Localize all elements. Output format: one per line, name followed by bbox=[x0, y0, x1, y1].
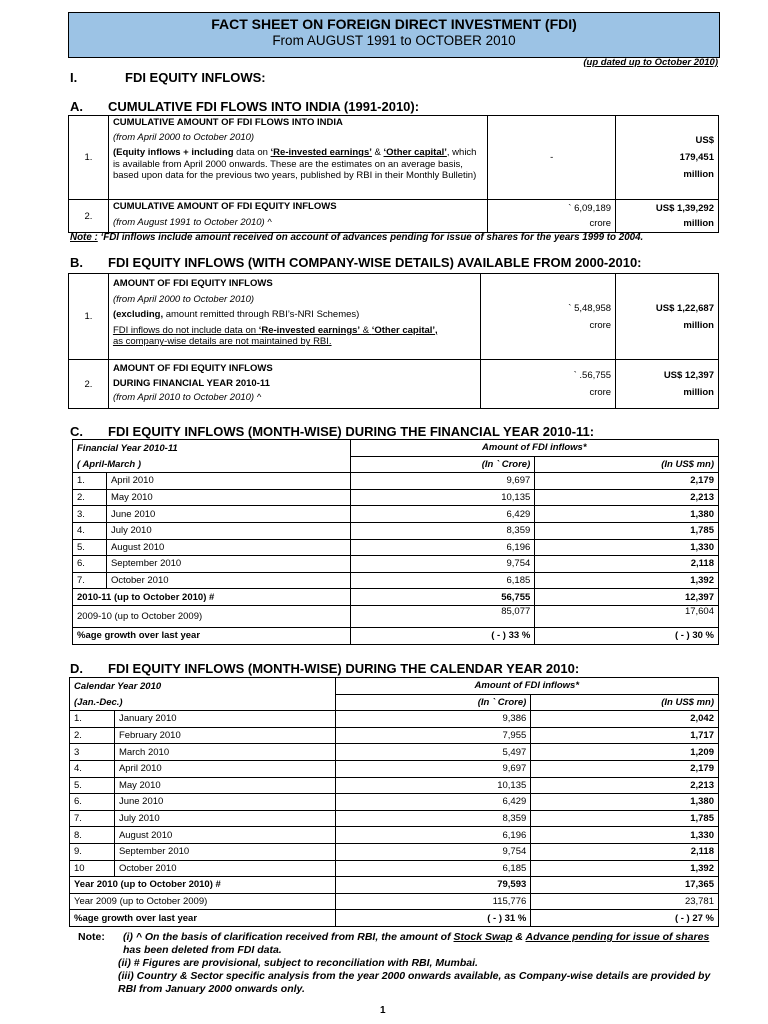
total-crore: 56,755 bbox=[350, 589, 535, 606]
row-number: 6. bbox=[70, 794, 115, 811]
crore-value: 9,697 bbox=[350, 473, 535, 490]
month-label: April 2010 bbox=[106, 473, 350, 490]
header-range: ( April-March ) bbox=[73, 456, 351, 473]
footnote-part: has been deleted from FDI data. bbox=[123, 944, 282, 956]
table-row bbox=[70, 777, 719, 794]
month-label: February 2010 bbox=[114, 727, 335, 744]
previous-label: 2009-10 (up to October 2009) bbox=[73, 605, 351, 627]
month-label: January 2010 bbox=[114, 711, 335, 728]
growth-label: %age growth over last year bbox=[73, 627, 351, 644]
month-label: May 2010 bbox=[106, 489, 350, 506]
section-a-title: CUMULATIVE FDI FLOWS INTO INDIA (1991-2010): bbox=[108, 99, 420, 114]
usd-value bbox=[616, 274, 719, 360]
table-row bbox=[70, 843, 719, 860]
section-b-title: FDI EQUITY INFLOWS (WITH COMPANY-WISE DETAILS) AVAILABLE FROM 2000-2010: bbox=[108, 255, 642, 270]
section-d-table bbox=[69, 677, 719, 927]
section-b-table bbox=[68, 273, 719, 409]
header-crore: (In ` Crore) bbox=[350, 456, 535, 473]
month-label: March 2010 bbox=[114, 744, 335, 761]
growth-crore: ( - ) 31 % bbox=[335, 910, 531, 927]
month-label: May 2010 bbox=[114, 777, 335, 794]
usd-value bbox=[616, 116, 719, 200]
usd-line: million bbox=[683, 387, 714, 398]
section-c-table bbox=[72, 439, 719, 645]
crore-value: 9,386 bbox=[335, 711, 531, 728]
table-row bbox=[69, 200, 719, 233]
section-b-letter: B. bbox=[70, 255, 83, 270]
row-description bbox=[108, 360, 480, 409]
row-number: 1. bbox=[69, 274, 109, 360]
table-header-row bbox=[70, 694, 719, 711]
row-number: 7. bbox=[73, 572, 107, 589]
note-text: ‘FDI inflows include amount received on account of advances pending for issue of shares for the years 1999 to 2004. bbox=[97, 232, 644, 243]
usd-value: 1,717 bbox=[531, 727, 719, 744]
row-heading: AMOUNT OF FDI EQUITY INFLOWS bbox=[112, 363, 273, 374]
crore-line: ` 6,09,189 bbox=[568, 203, 612, 214]
header-usd: (In US$ mn) bbox=[531, 694, 719, 711]
usd-value: 2,213 bbox=[535, 489, 719, 506]
growth-usd: ( - ) 27 % bbox=[531, 910, 719, 927]
crore-value: 6,196 bbox=[350, 539, 535, 556]
table-row bbox=[73, 572, 719, 589]
table-row bbox=[70, 711, 719, 728]
crore-value: 10,135 bbox=[335, 777, 531, 794]
table-row bbox=[73, 506, 719, 523]
section-c-letter: C. bbox=[70, 424, 83, 439]
table-row bbox=[70, 727, 719, 744]
detail-part: ‘Other capital’ bbox=[383, 147, 447, 159]
row-number: 3. bbox=[73, 506, 107, 523]
footnotes bbox=[78, 931, 718, 996]
section-a-table bbox=[68, 115, 719, 233]
table-header-row bbox=[73, 456, 719, 473]
crore-value bbox=[481, 274, 616, 360]
usd-value: 1,392 bbox=[531, 860, 719, 877]
usd-line: US$ 1,39,292 bbox=[655, 203, 714, 214]
table-header-row bbox=[73, 440, 719, 457]
usd-value: 2,179 bbox=[535, 473, 719, 490]
usd-value bbox=[616, 200, 719, 233]
section-i-heading bbox=[70, 70, 266, 85]
row-number: 7. bbox=[70, 810, 115, 827]
month-label: October 2010 bbox=[106, 572, 350, 589]
table-row-total bbox=[73, 589, 719, 606]
row-number: 1. bbox=[69, 116, 109, 200]
table-row bbox=[69, 116, 719, 200]
footnote-part: Stock Swap bbox=[453, 931, 513, 943]
row-inclusion bbox=[113, 325, 476, 337]
usd-value: 2,118 bbox=[535, 556, 719, 573]
usd-value: 1,209 bbox=[531, 744, 719, 761]
detail-part: & bbox=[371, 147, 384, 159]
table-row bbox=[73, 489, 719, 506]
previous-crore: 85,077 bbox=[350, 605, 535, 627]
footnote-3: (iii) Country & Sector specific analysis from the year 2000 onwards available, as Company-wise details are provided by RBI from January 2000 onwards only. bbox=[118, 970, 711, 995]
table-row bbox=[70, 794, 719, 811]
table-row-total bbox=[70, 877, 719, 894]
table-row-previous bbox=[70, 893, 719, 910]
crore-value bbox=[488, 200, 616, 233]
crore-value: 6,185 bbox=[350, 572, 535, 589]
usd-value: 1,392 bbox=[535, 572, 719, 589]
usd-line: million bbox=[683, 218, 714, 229]
header-usd: (In US$ mn) bbox=[535, 456, 719, 473]
usd-value: 2,042 bbox=[531, 711, 719, 728]
table-row bbox=[73, 522, 719, 539]
row-description bbox=[108, 116, 487, 200]
usd-value: 2,213 bbox=[531, 777, 719, 794]
crore-value: 6,196 bbox=[335, 827, 531, 844]
row-number: 2. bbox=[69, 200, 109, 233]
detail-part: as company-wise details are not maintained by RBI. bbox=[112, 336, 332, 348]
header-range: (Jan.-Dec.) bbox=[70, 694, 336, 711]
table-row bbox=[69, 360, 719, 409]
crore-value: 6,429 bbox=[350, 506, 535, 523]
usd-value: 1,330 bbox=[531, 827, 719, 844]
footnote-part: Advance pending for issue of shares bbox=[525, 931, 710, 943]
row-number: 4. bbox=[70, 760, 115, 777]
crore-value: 9,697 bbox=[335, 760, 531, 777]
month-label: August 2010 bbox=[114, 827, 335, 844]
row-description bbox=[108, 200, 487, 233]
usd-value: 2,118 bbox=[531, 843, 719, 860]
month-label: April 2010 bbox=[114, 760, 335, 777]
usd-value: 1,380 bbox=[535, 506, 719, 523]
row-period: (from August 1991 to October 2010) ^ bbox=[112, 216, 272, 228]
row-number: 10 bbox=[70, 860, 115, 877]
footnote-part: (i) ^ On the basis of clarification received from RBI, the amount of bbox=[123, 931, 454, 943]
month-label: June 2010 bbox=[106, 506, 350, 523]
row-number: 2. bbox=[70, 727, 115, 744]
total-usd: 12,397 bbox=[535, 589, 719, 606]
row-heading: AMOUNT OF FDI EQUITY INFLOWS bbox=[112, 278, 273, 289]
usd-line: US$ 12,397 bbox=[663, 370, 714, 381]
total-label: 2010-11 (up to October 2010) # bbox=[73, 589, 351, 606]
usd-value: 2,179 bbox=[531, 760, 719, 777]
detail-part: (excluding, bbox=[112, 309, 164, 321]
crore-line: crore bbox=[589, 319, 612, 331]
table-row bbox=[70, 744, 719, 761]
table-row bbox=[70, 827, 719, 844]
usd-value: 1,785 bbox=[535, 522, 719, 539]
header-period: Calendar Year 2010 bbox=[70, 678, 336, 695]
table-row bbox=[70, 860, 719, 877]
table-row bbox=[73, 473, 719, 490]
table-row bbox=[69, 274, 719, 360]
row-description bbox=[108, 274, 480, 360]
total-usd: 17,365 bbox=[531, 877, 719, 894]
crore-value: 6,429 bbox=[335, 794, 531, 811]
row-number: 3 bbox=[70, 744, 115, 761]
header-period: Financial Year 2010-11 bbox=[73, 440, 351, 457]
total-label: Year 2010 (up to October 2010) # bbox=[70, 877, 336, 894]
crore-value: 9,754 bbox=[335, 843, 531, 860]
row-period: (from April 2000 to October 2010) bbox=[112, 131, 255, 143]
document-title: FACT SHEET ON FOREIGN DIRECT INVESTMENT (FDI) bbox=[211, 16, 577, 32]
section-i-number: I. bbox=[70, 70, 78, 85]
table-row bbox=[70, 810, 719, 827]
document-subtitle: From AUGUST 1991 to OCTOBER 2010 bbox=[272, 33, 516, 48]
previous-label: Year 2009 (up to October 2009) bbox=[70, 893, 336, 910]
footnote-part: & bbox=[512, 931, 526, 943]
detail-part: amount remitted through RBI’s-NRI Schemes) bbox=[163, 309, 360, 321]
row-period: (from April 2000 to October 2010) bbox=[112, 293, 255, 305]
previous-usd: 23,781 bbox=[531, 893, 719, 910]
table-row bbox=[73, 539, 719, 556]
row-number: 1. bbox=[70, 711, 115, 728]
crore-value: 8,359 bbox=[335, 810, 531, 827]
detail-part: FDI inflows do not include data on bbox=[112, 324, 259, 336]
total-crore: 79,593 bbox=[335, 877, 531, 894]
row-heading: CUMULATIVE AMOUNT OF FDI FLOWS INTO INDIA bbox=[112, 117, 343, 128]
usd-line: million bbox=[683, 169, 714, 180]
month-label: August 2010 bbox=[106, 539, 350, 556]
crore-value: 10,135 bbox=[350, 489, 535, 506]
crore-value: 6,185 bbox=[335, 860, 531, 877]
crore-line: ` 5,48,958 bbox=[568, 302, 612, 314]
detail-part: , which is available from April 2000 onwards. These are the estimates on an average basis, based upon data for the previous two years, published by RBI in their Monthly Bulletin) bbox=[112, 147, 477, 182]
previous-usd: 17,604 bbox=[535, 605, 719, 627]
crore-value: 9,754 bbox=[350, 556, 535, 573]
row-heading: DURING FINANCIAL YEAR 2010-11 bbox=[112, 377, 270, 389]
previous-crore: 115,776 bbox=[335, 893, 531, 910]
usd-value: 1,330 bbox=[535, 539, 719, 556]
month-label: July 2010 bbox=[106, 522, 350, 539]
row-period: (from April 2010 to October 2010) ^ bbox=[112, 392, 262, 404]
title-box bbox=[68, 12, 720, 58]
detail-part: ‘Re-invested earnings’ bbox=[270, 147, 372, 159]
detail-part: & bbox=[360, 324, 372, 336]
crore-value: - bbox=[488, 116, 616, 200]
row-number: 4. bbox=[73, 522, 107, 539]
section-i-title: FDI EQUITY INFLOWS: bbox=[125, 70, 266, 85]
crore-value: 7,955 bbox=[335, 727, 531, 744]
row-number: 2. bbox=[73, 489, 107, 506]
table-row bbox=[70, 760, 719, 777]
row-number: 6. bbox=[73, 556, 107, 573]
row-number: 8. bbox=[70, 827, 115, 844]
section-d-letter: D. bbox=[70, 661, 83, 676]
crore-line: ` .56,755 bbox=[573, 370, 612, 381]
crore-value: 5,497 bbox=[335, 744, 531, 761]
table-row-growth bbox=[73, 627, 719, 644]
section-a-letter: A. bbox=[70, 99, 83, 114]
row-number: 5. bbox=[70, 777, 115, 794]
detail-part: ‘Other capital’, bbox=[371, 324, 438, 336]
table-header-row bbox=[70, 678, 719, 695]
month-label: June 2010 bbox=[114, 794, 335, 811]
detail-part: data on bbox=[233, 147, 271, 159]
month-label: September 2010 bbox=[114, 843, 335, 860]
usd-value: 1,785 bbox=[531, 810, 719, 827]
growth-crore: ( - ) 33 % bbox=[350, 627, 535, 644]
crore-value: 8,359 bbox=[350, 522, 535, 539]
detail-part: (Equity inflows + including bbox=[112, 147, 234, 159]
page-number: 1 bbox=[380, 1005, 386, 1016]
row-number: 2. bbox=[69, 360, 109, 409]
month-label: July 2010 bbox=[114, 810, 335, 827]
usd-line: US$ 1,22,687 bbox=[655, 302, 714, 314]
usd-value: 1,380 bbox=[531, 794, 719, 811]
note-label: Note : bbox=[70, 232, 98, 243]
footnote-label: Note: bbox=[78, 931, 105, 943]
footnote-2: (ii) # Figures are provisional, subject to reconciliation with RBI, Mumbai. bbox=[118, 957, 478, 969]
row-exclusion bbox=[113, 309, 476, 321]
section-a-note bbox=[70, 232, 643, 243]
row-detail bbox=[113, 147, 483, 182]
header-amount: Amount of FDI inflows* bbox=[350, 440, 718, 457]
header-amount: Amount of FDI inflows* bbox=[335, 678, 718, 695]
crore-value bbox=[481, 360, 616, 409]
row-heading: CUMULATIVE AMOUNT OF FDI EQUITY INFLOWS bbox=[112, 201, 337, 212]
footnote-1 bbox=[123, 931, 718, 957]
month-label: October 2010 bbox=[114, 860, 335, 877]
usd-line: US$ bbox=[695, 135, 714, 146]
table-row-growth bbox=[70, 910, 719, 927]
row-number: 1. bbox=[73, 473, 107, 490]
detail-part: ‘Re-invested earnings’ bbox=[258, 324, 361, 336]
usd-value bbox=[616, 360, 719, 409]
header-crore: (In ` Crore) bbox=[335, 694, 531, 711]
growth-label: %age growth over last year bbox=[70, 910, 336, 927]
usd-line: million bbox=[683, 319, 714, 331]
updated-note: (up dated up to October 2010) bbox=[583, 57, 718, 68]
table-row-previous bbox=[73, 605, 719, 627]
crore-line: crore bbox=[589, 218, 612, 229]
month-label: September 2010 bbox=[106, 556, 350, 573]
section-d-title: FDI EQUITY INFLOWS (MONTH-WISE) DURING THE CALENDAR YEAR 2010: bbox=[108, 661, 580, 676]
growth-usd: ( - ) 30 % bbox=[535, 627, 719, 644]
row-number: 9. bbox=[70, 843, 115, 860]
table-row bbox=[73, 556, 719, 573]
row-number: 5. bbox=[73, 539, 107, 556]
section-c-title: FDI EQUITY INFLOWS (MONTH-WISE) DURING THE FINANCIAL YEAR 2010-11: bbox=[108, 424, 595, 439]
crore-line: crore bbox=[589, 387, 612, 398]
usd-line: 179,451 bbox=[679, 152, 714, 163]
